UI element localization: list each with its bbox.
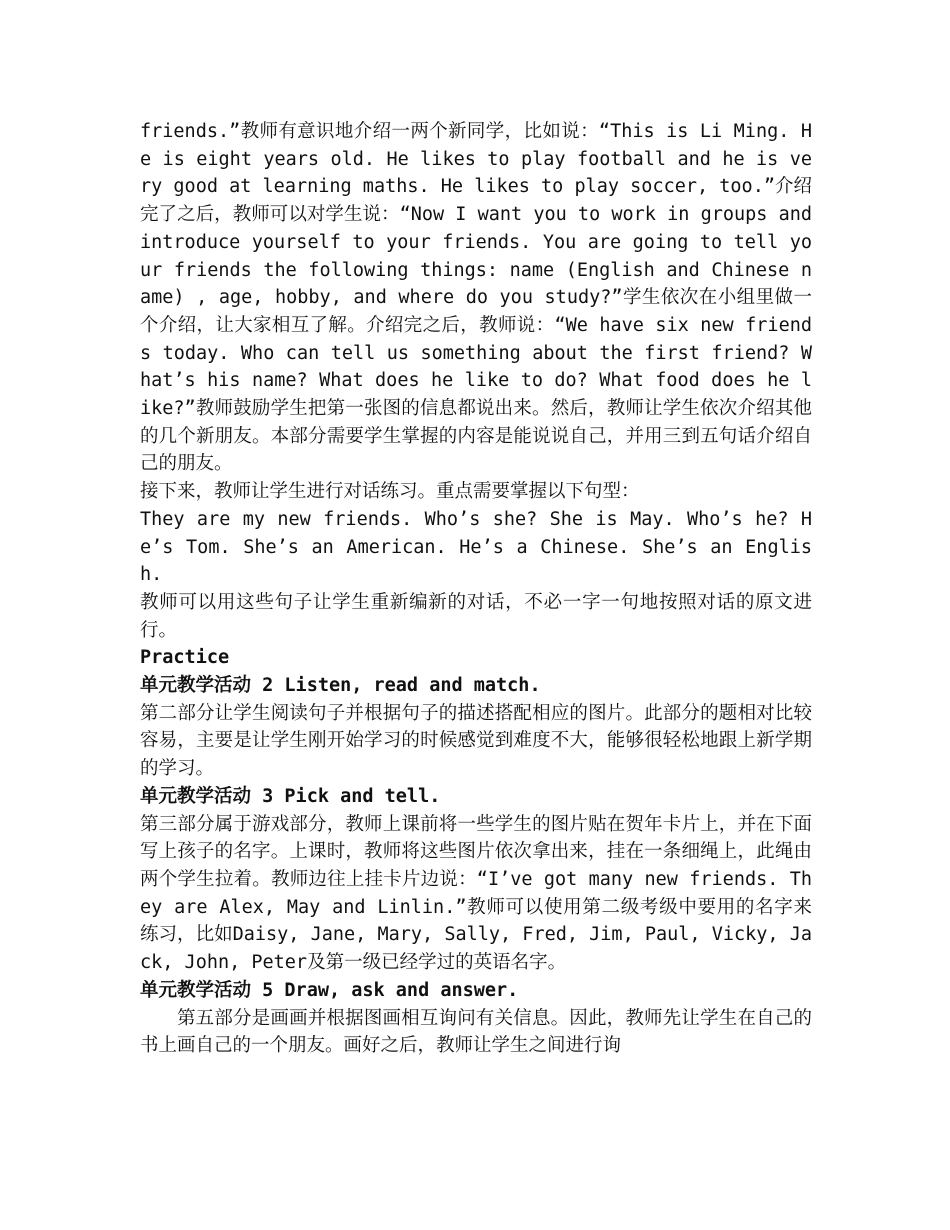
paragraph-sentence-patterns: They are my new friends. Who’s she? She is May. Who’s he? He’s Tom. She’s an American. He’s a Chinese. She’s an English. (140, 508, 812, 586)
paragraph-activity-5: 第五部分是画画并根据图画相互询问有关信息。因此，教师先让学生在自己的书上画自己的一个朋友。画好之后，教师让学生之间进行询 (140, 1007, 812, 1057)
paragraph-activity-2: 第二部分让学生阅读句子并根据句子的描述搭配相应的图片。此部分的题相对比较容易，主要是让学生刚开始学习的时候感觉到难度不大，能够很轻松地跟上新学期的学习。 (140, 702, 812, 780)
paragraph-introduce-friends: friends.”教师有意识地介绍一两个新同学，比如说：“This is Li Ming. He is eight years old. He likes to play football and he is very good at learning maths. He likes to play soccer, too.”介绍完了之后，教师可以对学生说：“Now I want you to work in groups and introduce yourself to your friends. You are going to tell your friends the following things: name (English and Chinese name) , age, hobby, and where do you study?”学生依次在小组里做一个介绍，让大家相互了解。介绍完之后，教师说：“We have six new friends today. Who can tell us something about the first friend? What’s his name? What does he like to do? What food does he like?”教师鼓励学生把第一张图的信息都说出来。然后，教师让学生依次介绍其他的几个新朋友。本部分需要学生掌握的内容是能说说自己，并用三到五句话介绍自己的朋友。 (140, 121, 812, 475)
document-page (140, 118, 812, 1060)
activity-heading-5: 单元教学活动 5 Draw, ask and answer. (140, 979, 519, 1001)
paragraph-activity-3: 第三部分属于游戏部分，教师上课前将一些学生的图片贴在贺年卡片上，并在下面写上孩子的名字。上课时，教师将这些图片依次拿出来，挂在一条细绳上，此绳由两个学生拉着。教师边往上挂卡片边说：“I’ve got many new friends. They are Alex, May and Linlin.”教师可以使用第二级考级中要用的名字来练习，比如Daisy, Jane, Mary, Sally, Fred, Jim, Paul, Vicky, Jack, John, Peter及第一级已经学过的英语名字。 (140, 813, 812, 974)
paragraph-new-dialogue: 教师可以用这些句子让学生重新编新的对话，不必一字一句地按照对话的原文进行。 (140, 591, 812, 641)
section-heading-practice: Practice (140, 647, 230, 669)
activity-heading-2: 单元教学活动 2 Listen, read and match. (140, 675, 541, 697)
paragraph-dialogue-practice: 接下来，教师让学生进行对话练习。重点需要掌握以下句型： (140, 481, 640, 503)
activity-heading-3: 单元教学活动 3 Pick and tell. (140, 785, 441, 807)
